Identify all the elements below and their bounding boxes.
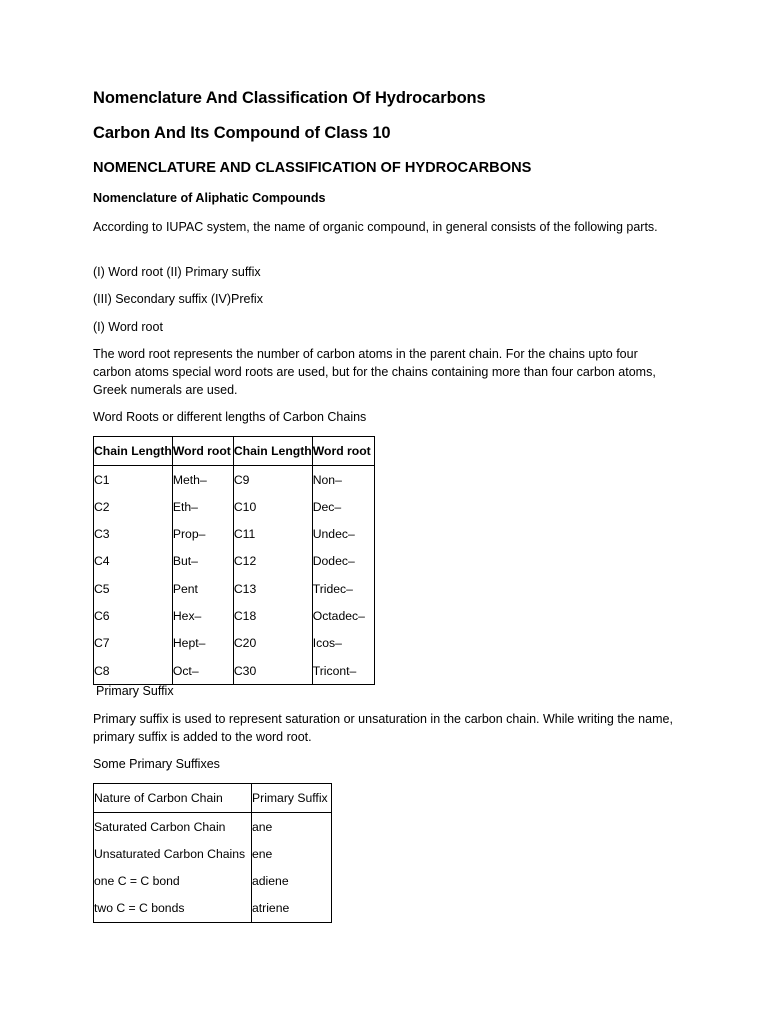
header-cell: Chain Length <box>233 437 312 466</box>
section-heading: NOMENCLATURE AND CLASSIFICATION OF HYDROCARBONS <box>93 160 532 176</box>
table-cell: C12 <box>233 548 312 575</box>
table-cell: C7 <box>94 630 173 657</box>
primary-suffix-heading: Primary Suffix <box>96 684 174 698</box>
word-roots-table <box>93 436 375 685</box>
table-cell: one C = C bond <box>94 868 252 895</box>
table-row <box>94 521 375 548</box>
table-cell: Icos– <box>312 630 374 657</box>
table-cell: C9 <box>233 466 312 494</box>
parts-line-2: (III) Secondary suffix (IV)Prefix <box>93 292 263 306</box>
table-cell: two C = C bonds <box>94 895 252 923</box>
table-cell: Hept– <box>172 630 233 657</box>
table-cell: Saturated Carbon Chain <box>94 813 252 841</box>
table-cell: C18 <box>233 602 312 629</box>
header-cell: Word root <box>312 437 374 466</box>
table-row <box>94 548 375 575</box>
document-subtitle: Carbon And Its Compound of Class 10 <box>93 124 391 142</box>
header-cell: Chain Length <box>94 437 173 466</box>
table-cell: Unsaturated Carbon Chains <box>94 840 252 867</box>
table-cell: Tricont– <box>312 657 374 685</box>
table-cell: C1 <box>94 466 173 494</box>
table-cell: C2 <box>94 493 173 520</box>
intro-paragraph: According to IUPAC system, the name of organic compound, in general consists of the following parts. <box>93 220 658 234</box>
table-cell: C5 <box>94 575 173 602</box>
word-root-heading: (I) Word root <box>93 320 163 334</box>
header-cell: Primary Suffix <box>252 784 332 813</box>
table-cell: Oct– <box>172 657 233 685</box>
document-title: Nomenclature And Classification Of Hydrocarbons <box>93 89 486 107</box>
table-row <box>94 813 332 841</box>
table-cell: C4 <box>94 548 173 575</box>
table-cell: Prop– <box>172 521 233 548</box>
parts-line-1: (I) Word root (II) Primary suffix <box>93 265 261 279</box>
primary-suffix-paragraph: Primary suffix is used to represent saturation or unsaturation in the carbon chain. While writing the name, primary suffix is added to the word root. <box>93 712 673 744</box>
table-header-row <box>94 784 332 813</box>
table-cell: Pent <box>172 575 233 602</box>
table-cell: Hex– <box>172 602 233 629</box>
table-cell: Meth– <box>172 466 233 494</box>
table-cell: Tridec– <box>312 575 374 602</box>
table-cell: Non– <box>312 466 374 494</box>
table-row <box>94 575 375 602</box>
table-cell: C11 <box>233 521 312 548</box>
table-cell: Dec– <box>312 493 374 520</box>
table-row <box>94 840 332 867</box>
table-cell: But– <box>172 548 233 575</box>
table-row <box>94 602 375 629</box>
table-cell: Octadec– <box>312 602 374 629</box>
table-cell: C3 <box>94 521 173 548</box>
table-row <box>94 868 332 895</box>
table-cell: Undec– <box>312 521 374 548</box>
table-cell: Dodec– <box>312 548 374 575</box>
table-cell: C13 <box>233 575 312 602</box>
subsection-heading: Nomenclature of Aliphatic Compounds <box>93 191 326 205</box>
suffix-table-caption: Some Primary Suffixes <box>93 757 220 771</box>
primary-suffix-table <box>93 783 332 923</box>
table-cell: C20 <box>233 630 312 657</box>
table-row <box>94 466 375 494</box>
table-row <box>94 493 375 520</box>
table-row <box>94 630 375 657</box>
word-root-paragraph: The word root represents the number of carbon atoms in the parent chain. For the chains upto four carbon atoms special word roots are used, but for the chains containing more than four carbon atoms, Greek numerals are used. <box>93 347 656 397</box>
header-cell: Word root <box>172 437 233 466</box>
table-cell: C6 <box>94 602 173 629</box>
table-cell: adiene <box>252 868 332 895</box>
header-cell: Nature of Carbon Chain <box>94 784 252 813</box>
table-row <box>94 657 375 685</box>
table-cell: ane <box>252 813 332 841</box>
table-header-row <box>94 437 375 466</box>
table-cell: C30 <box>233 657 312 685</box>
table-cell: ene <box>252 840 332 867</box>
table-cell: C8 <box>94 657 173 685</box>
table-cell: Eth– <box>172 493 233 520</box>
table-row <box>94 895 332 923</box>
roots-table-caption: Word Roots or different lengths of Carbon Chains <box>93 410 367 424</box>
table-cell: C10 <box>233 493 312 520</box>
table-cell: atriene <box>252 895 332 923</box>
